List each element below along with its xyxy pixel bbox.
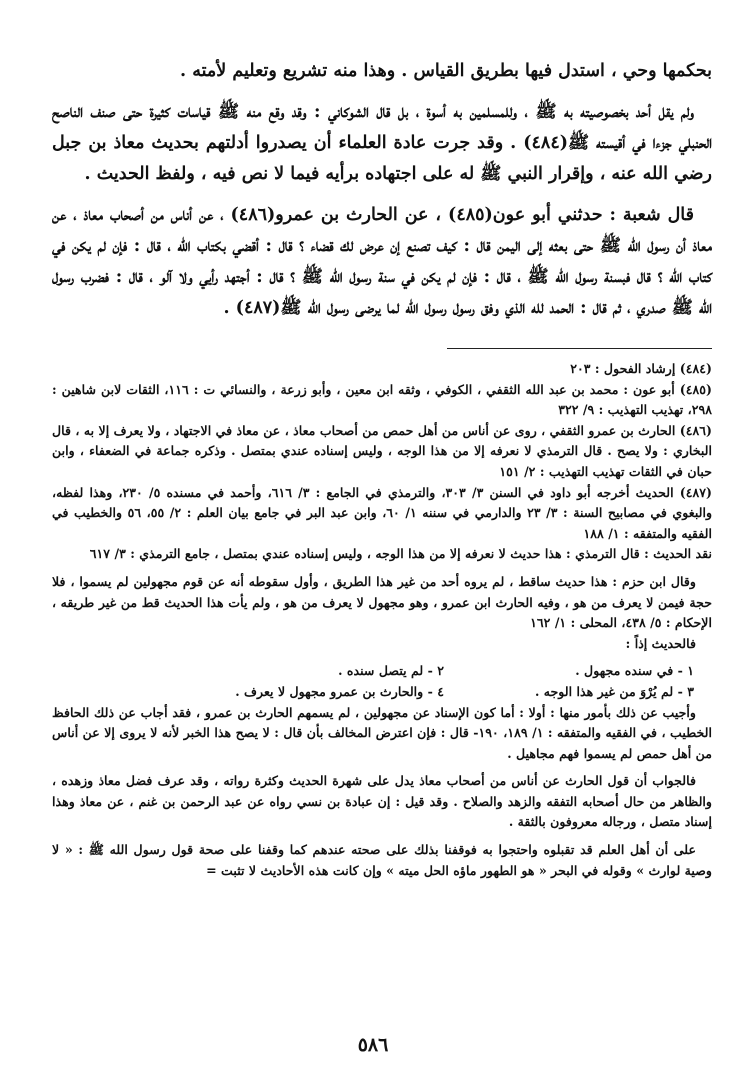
footnote-486: (٤٨٦) الحارث بن عمرو الثقفي ، روى عن أناس من أهل حمص من أصحاب معاذ ، عن معاذ في الاجتهاد ، ولا يعرف إلا به ، قال البخاري : ولا يصح . قال الترمذي لا نعرفه إلا من هذا الوجه ، وليس إسناده عندي بمتصل . وذكره جماعة في الضعفاء ، وابن حبان في الثقات تهذيب التهذيب : ٢/ ١٥١: [52, 422, 712, 479]
page-number: ٥٨٦: [357, 1034, 389, 1056]
hadith-summary-heading: فالحديث إذاً :: [625, 635, 696, 651]
point-4: ٤ - والحارث بن عمرو مجهول لا يعرف .: [235, 683, 444, 699]
response-paragraph: فالجواب أن قول الحارث عن أناس من أصحاب معاذ يدل على شهرة الحديث وكثرة رواته ، وقد عرف فضل معاذ وزهده ، والظاهر من حال أصحابه التفقه والزهد والصلاح . وقد قيل : إن عبادة بن نسي رواه عن عبد الرحمن بن غنم ، عن معاذ وهذا إسناد متصل ، ورجاله معروفون بالثقة .: [52, 773, 712, 830]
footnote-484: (٤٨٤) إرشاد الفحول : ٢٠٣: [570, 361, 712, 376]
points-row-1: [52, 661, 712, 682]
page-content: [52, 56, 712, 881]
point-2: ٢ - لم يتصل سنده .: [338, 663, 444, 679]
point-3: ٣ - لم يُرْوَ من غير هذا الوجه .: [534, 683, 694, 699]
points-row-2: [52, 682, 712, 703]
main-text: [52, 56, 712, 324]
main-paragraph-1: بحكمها وحي ، استدل فيها بطريق القياس . وهذا منه تشريع وتعليم لأمته .: [180, 61, 712, 81]
main-paragraph-3: قال شعبة : حدثني أبو عون(٤٨٥) ، عن الحارث بن عمرو(٤٨٦) ، عن أناس من أصحاب معاذ ، عن معاذ أن رسول الله ﷺ حتى بعثه إلى اليمن قال : كيف تصنع إن عرض لك قضاء ؟ قال : أقضي بكتاب الله ، قال : فإن لم يكن في كتاب الله ؟ قال فبسنة رسول الله ﷺ ، قال : فإن لم يكن في سنة رسول الله ﷺ ؟ قال : أجتهد رأيي ولا آلو ، قال : فضرب رسول الله ﷺ صدري ، ثم قال : الحمد لله الذي وفق رسول رسول الله لما يرضى رسول الله ﷺ(٤٨٧) .: [52, 205, 712, 318]
ibn-hazm-quote: وقال ابن حزم : هذا حديث ساقط ، لم يروه أحد من غير هذا الطريق ، وأول سقوطه أنه عن قوم مجهولين لم يسموا ، فلا حجة فيمن لا يعرف من هو ، وفيه الحارث ابن عمرو ، وهو مجهول لا يعرف من هو ، ولم يأت هذا الحديث قط من غير طريقه ، الإحكام : ٥/ ٤٣٨، المحلى : ١/ ١٦٢: [52, 573, 712, 631]
footnotes: [52, 359, 712, 881]
closing-paragraph: على أن أهل العلم قد تقبلوه واحتجوا به فوقفنا بذلك على صحته عندهم كما وقفنا على صحة قول رسول الله ﷺ : « لا وصية لوارث » وقوله في البحر « هو الطهور ماؤه الحل ميته » وإن كانت هذه الأحاديث لا تثبت =: [52, 842, 712, 878]
point-1: ١ - في سنده مجهول .: [575, 663, 694, 679]
answer-paragraph: وأجيب عن ذلك بأمور منها : أولا : أما كون الإسناد عن مجهولين ، لم يسمهم الحارث بن عمرو ، فقد أجاب عن ذلك الحافظ الخطيب ، في الفقيه والمتفقه : ١/ ١٨٩، ١٩٠- قال : فإن اعترض المخالف بأن قال : لا يصح هذا الخبر لأنه لا يروى إلا عن أناس من أهل حمص لم يسموا فهم مجاهيل .: [52, 704, 713, 761]
hadith-critique: نقد الحديث : قال الترمذي : هذا حديث لا نعرفه إلا من هذا الوجه ، وليس إسناده عندي بمتصل ، جامع الترمذي : ٣/ ٦١٧: [89, 546, 712, 562]
footnote-485: (٤٨٥) أبو عون : محمد بن عبد الله الثقفي ، الكوفي ، وثقه ابن معين ، وأبو زرعة ، والنسائي ت : ١١٦، الثقات لابن شاهين : ٢٩٨، تهذيب التهذيب : ٩/ ٣٢٢: [52, 381, 712, 418]
main-paragraph-2: ولم يقل أحد بخصوصيته به ﷺ ، وللمسلمين به أسوة ، بل قال الشوكاني : وقد وقع منه ﷺ قياسات كثيرة حتى صنف الناصح الحنبلي جزءا في أقيسته ﷺ(٤٨٤) . وقد جرت عادة العلماء أن يصدروا أدلتهم بحديث معاذ بن جبل رضي الله عنه ، وإقرار النبي ﷺ له على اجتهاده برأيه فيما لا نص فيه ، ولفظ الحديث .: [52, 102, 712, 184]
footnote-487: (٤٨٧) الحديث أخرجه أبو داود في السنن ٣/ ٣٠٣، والترمذي في الجامع : ٣/ ٦١٦، وأحمد في مسنده ٥/ ٢٣٠، وهذا لفظه، والبغوي في مصابيح السنة : ٣/ ٢٣ والدارمي في سننه ١/ ٦٠، وابن عبد البر في جامع بيان العلم : ٢/ ٥٥، ٥٦ والخطيب في الفقيه والمتفقه : ١/ ١٨٨: [52, 484, 713, 541]
footnote-divider: [447, 348, 712, 349]
